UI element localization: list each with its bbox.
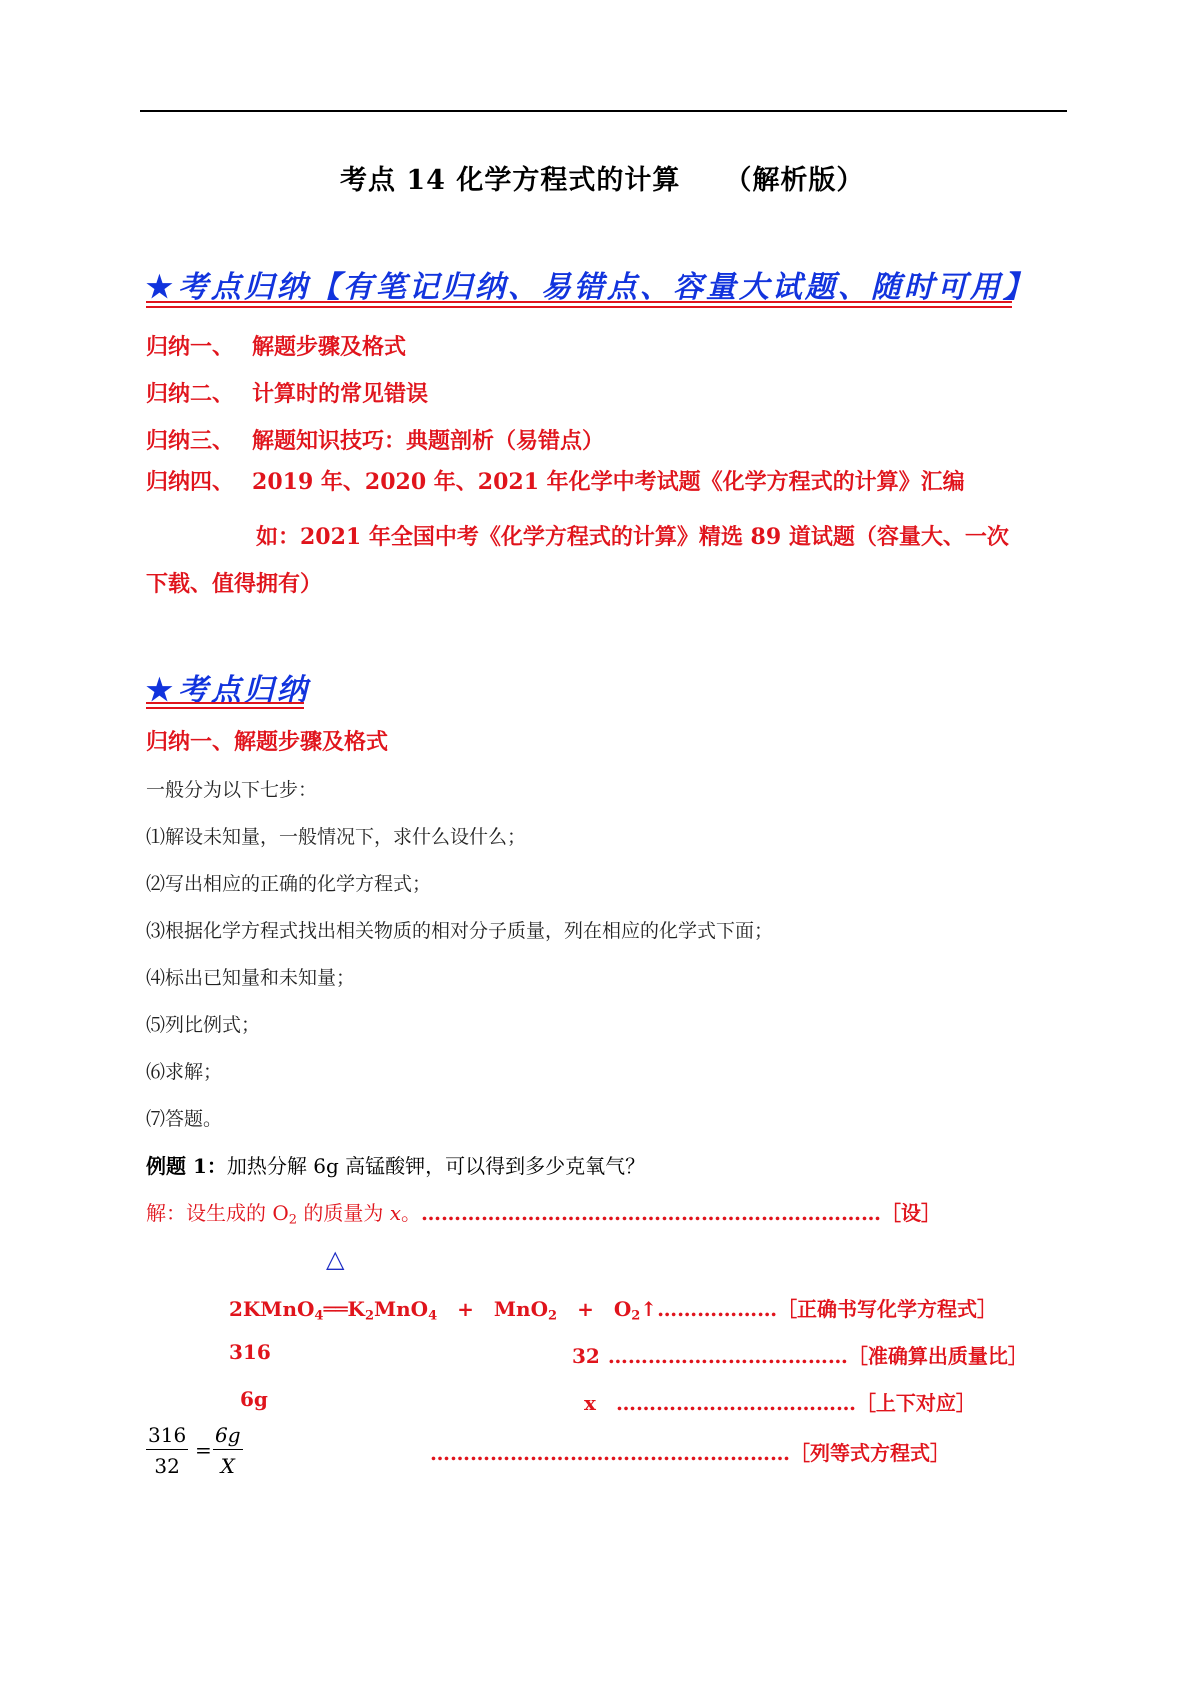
title-text: 考点 14 化学方程式的计算 xyxy=(340,165,681,196)
fraction-denominator: X xyxy=(220,1454,235,1478)
solution-text: 解：设生成的 O xyxy=(146,1201,289,1225)
title-subtitle: （解析版） xyxy=(724,165,865,196)
eq-sub: 4 xyxy=(428,1308,438,1324)
note-line: 下载、值得拥有） xyxy=(146,571,323,597)
eq-term: 2KMnO xyxy=(229,1297,315,1321)
solution-line xyxy=(146,1197,941,1227)
summary-banner xyxy=(146,262,1036,306)
step-item: ⑹求解； xyxy=(146,1061,223,1083)
summary-banner-text: 考点归纳【有笔记归纳、易错点、容量大试题、随时可用】 xyxy=(177,270,1036,305)
section-heading: 归纳一、解题步骤及格式 xyxy=(146,729,389,755)
outline-label: 归纳一、 xyxy=(146,334,235,360)
step-item: ⑷标出已知量和未知量； xyxy=(146,967,356,989)
known-tag: ［上下对应］ xyxy=(855,1391,976,1415)
known-line xyxy=(584,1387,976,1416)
outline-text: 计算时的常见错误 xyxy=(252,381,429,407)
eq-sub: 2 xyxy=(364,1308,374,1324)
step-item: ⑵写出相应的正确的化学方程式； xyxy=(146,873,432,895)
fraction-numerator: 316 xyxy=(146,1423,188,1450)
eq-plus: + xyxy=(577,1297,594,1321)
fraction-denominator: 32 xyxy=(154,1454,180,1478)
outline-text: 解题知识技巧：典题剖析（易错点） xyxy=(252,428,605,454)
outline-label: 归纳三、 xyxy=(146,428,235,454)
step-item: ⑺答题。 xyxy=(146,1108,223,1130)
page-title xyxy=(340,158,864,197)
ratio-fraction-1 xyxy=(146,1423,188,1478)
outline-item xyxy=(146,424,604,455)
known-left: 6g xyxy=(240,1387,268,1411)
eq-tag: ［正确书写化学方程式］ xyxy=(777,1297,998,1321)
solution-tag: ［设］ xyxy=(881,1201,942,1225)
eq-term: MnO xyxy=(493,1297,549,1321)
eq-sub: 2 xyxy=(631,1308,641,1324)
step-item: ⑶根据化学方程式找出相关物质的相对分子质量，列在相应的化学式下面； xyxy=(146,920,774,942)
eq-dots: ……………… xyxy=(657,1297,778,1321)
ratio-fraction-2 xyxy=(213,1423,243,1478)
outline-item xyxy=(146,465,965,496)
step-item: ⑴解设未知量，一般情况下，求什么设什么； xyxy=(146,826,527,848)
outline-label: 归纳二、 xyxy=(146,381,235,407)
ratio-line xyxy=(430,1437,950,1466)
mass-dots: ……………………………… xyxy=(607,1344,848,1368)
solution-var: x xyxy=(389,1201,402,1225)
summary-banner-short-text: 考点归纳 xyxy=(177,673,310,708)
outline-text: 2019 年、2020 年、2021 年化学中考试题《化学方程式的计算》汇编 xyxy=(252,469,965,495)
eq-plus: + xyxy=(457,1297,474,1321)
mass-ratio-line xyxy=(572,1340,1028,1369)
solution-sub: 2 xyxy=(288,1212,298,1228)
outline-text: 解题步骤及格式 xyxy=(252,334,407,360)
outline-label: 归纳四、 xyxy=(146,469,235,495)
header-rule xyxy=(140,110,1067,112)
ratio-dots: ……………………………………………… xyxy=(430,1441,790,1465)
solution-text: 的质量为 xyxy=(297,1201,390,1225)
banner-underline xyxy=(146,301,1012,308)
eq-sub: 4 xyxy=(314,1308,324,1324)
known-right: x xyxy=(584,1391,596,1415)
star-icon: ★ xyxy=(146,270,176,305)
mass-right: 32 xyxy=(572,1344,600,1368)
known-dots: ……………………………… xyxy=(615,1391,856,1415)
eq-term: K xyxy=(347,1297,365,1321)
eq-arrow: ══ xyxy=(323,1297,348,1321)
outline-item xyxy=(146,330,406,361)
eq-gas-arrow: ↑ xyxy=(640,1297,658,1321)
outline-item xyxy=(146,377,428,408)
star-icon: ★ xyxy=(146,673,176,708)
note-line: 如：2021 年全国中考《化学方程式的计算》精选 89 道试题（容量大、一次 xyxy=(256,524,1009,550)
eq-term: O xyxy=(613,1297,632,1321)
banner-underline xyxy=(146,702,304,709)
mass-left: 316 xyxy=(229,1340,271,1364)
eq-sub: 2 xyxy=(548,1308,558,1324)
example-question xyxy=(146,1150,645,1179)
intro-text: 一般分为以下七步： xyxy=(146,779,318,801)
example-label: 例题 1： xyxy=(146,1154,227,1178)
solution-text: 。 xyxy=(401,1201,422,1225)
heat-condition-icon: △ xyxy=(326,1245,345,1273)
chemical-equation xyxy=(229,1293,997,1323)
solution-dots: …………………………………………………………… xyxy=(421,1201,882,1225)
fraction-numerator: 6g xyxy=(213,1423,243,1450)
example-question-text: 加热分解 6g 高锰酸钾，可以得到多少克氧气？ xyxy=(226,1154,646,1178)
ratio-tag: ［列等式方程式］ xyxy=(790,1441,950,1465)
step-item: ⑸列比例式； xyxy=(146,1014,261,1036)
eq-term: MnO xyxy=(373,1297,429,1321)
mass-tag: ［准确算出质量比］ xyxy=(847,1344,1028,1368)
equals-sign: = xyxy=(195,1438,212,1462)
